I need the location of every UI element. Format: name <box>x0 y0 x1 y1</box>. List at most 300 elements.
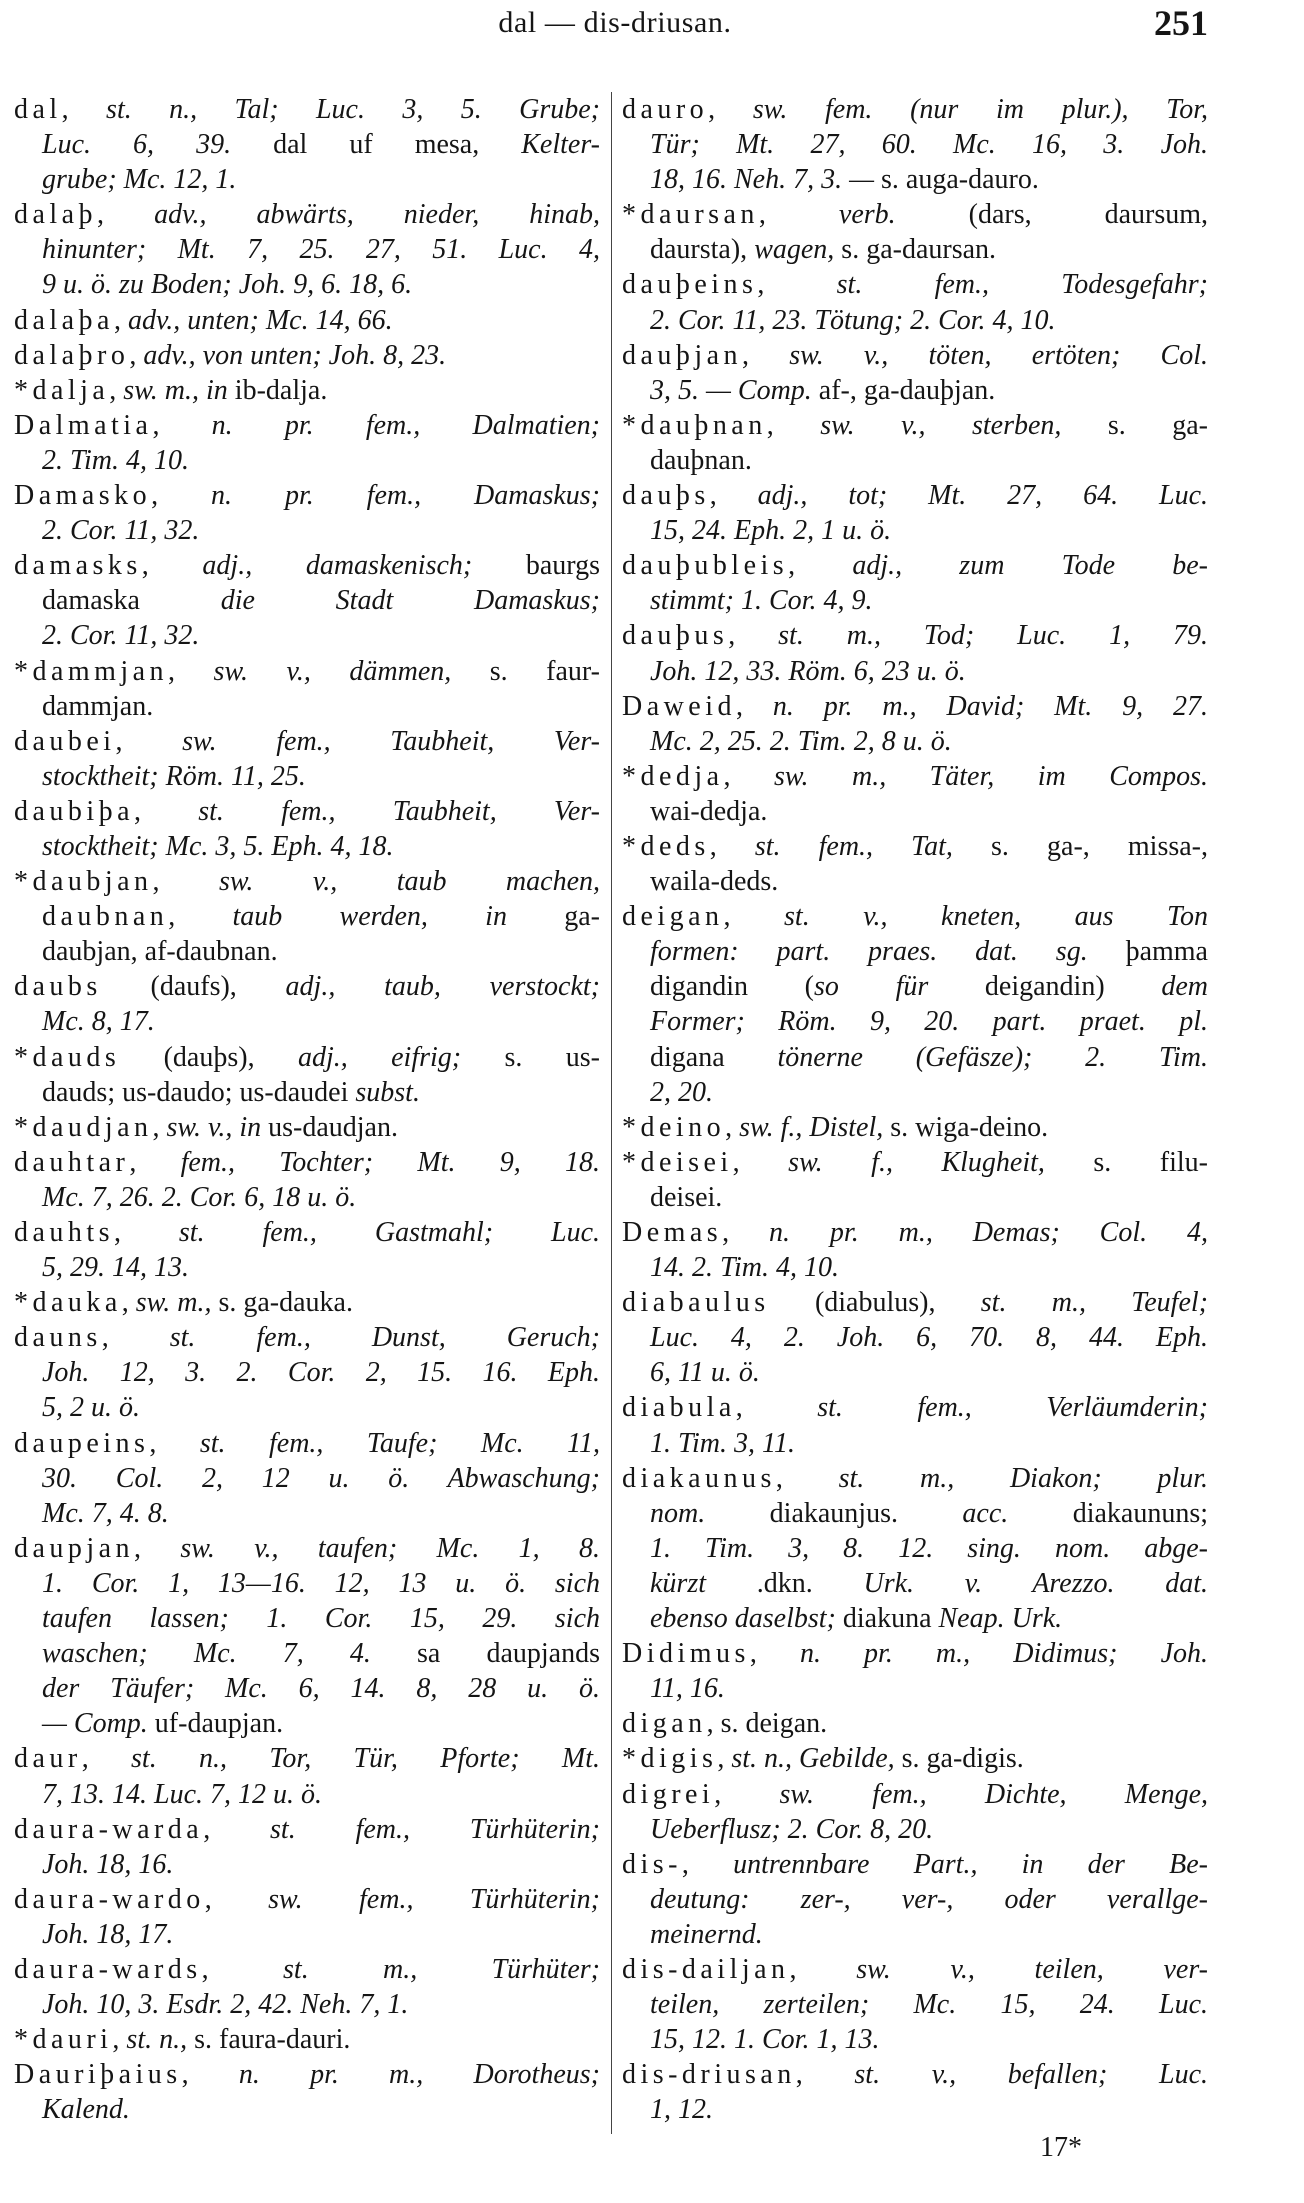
italic-text: adv., abwärts, nieder, hinab, <box>154 199 601 231</box>
italic-text: fem., Tochter; Mt. 9, 18. <box>180 1146 601 1178</box>
entry-line <box>14 92 600 127</box>
roman-text: daubjan, af-daubnan. <box>42 936 278 968</box>
dictionary-entry <box>14 2057 600 2127</box>
roman-text: , <box>129 339 144 371</box>
italic-text: dem <box>1161 971 1208 1003</box>
italic-text: 2. Cor. 11, 23. Tötung; 2. Cor. 4, 10. <box>650 304 1056 336</box>
roman-text: , <box>709 480 758 512</box>
dictionary-entry <box>622 1285 1208 1390</box>
dictionary-entry <box>622 1706 1208 1741</box>
headword: *daubjan <box>14 866 153 898</box>
headword: *dalja <box>14 374 110 406</box>
roman-text: , <box>97 199 155 231</box>
italic-text: sw. fem., Dichte, Menge, <box>779 1778 1208 1810</box>
headword: Dalmatia <box>14 409 153 441</box>
entry-line <box>14 548 600 583</box>
italic-text: 15, 24. Eph. 2, 1 u. ö. <box>650 515 892 547</box>
entry-line <box>622 1671 1208 1706</box>
entry-line <box>622 969 1208 1004</box>
dictionary-entry <box>622 2057 1208 2127</box>
roman-text: , <box>735 690 773 722</box>
italic-text: formen: part. praes. dat. sg. <box>650 936 1088 968</box>
dictionary-entry <box>14 408 600 478</box>
italic-text: n. pr. m., David; Mt. 9, 27. <box>772 690 1209 722</box>
entry-line <box>622 513 1208 548</box>
entry-line <box>622 1812 1208 1847</box>
italic-text: 2, 20. <box>650 1076 713 1108</box>
entry-line <box>622 724 1208 759</box>
headword: daubnan <box>42 901 169 933</box>
dictionary-entry <box>14 92 600 197</box>
entry-line <box>14 1355 600 1390</box>
roman-text: , <box>757 269 837 301</box>
dictionary-entry <box>14 1882 600 1952</box>
dictionary-entry <box>622 1847 1208 1952</box>
dictionary-entry <box>14 373 600 408</box>
roman-text: (daufs), <box>101 971 286 1003</box>
roman-text: , <box>113 1217 179 1248</box>
headword: dis-driusan <box>622 2059 796 2091</box>
dictionary-entry <box>622 408 1208 478</box>
roman-text: , <box>152 1111 167 1143</box>
italic-text: st. m., Türhüter; <box>283 1953 601 1985</box>
entry-line <box>14 1671 600 1706</box>
roman-text: þamma <box>1087 936 1208 968</box>
italic-text: 1, 12. <box>650 2094 713 2126</box>
entry-line <box>622 759 1208 794</box>
entry-line <box>14 1741 600 1776</box>
dictionary-entry <box>14 1952 600 2022</box>
headword: *digis <box>622 1743 718 1775</box>
entry-line <box>14 1566 600 1601</box>
headword: dauþjan <box>622 339 742 371</box>
roman-text: , <box>181 2059 239 2091</box>
roman-text: , <box>112 2024 127 2056</box>
entry-line <box>622 1355 1208 1390</box>
entry-line <box>14 724 600 759</box>
entry-line <box>14 1706 600 1741</box>
entry-line <box>622 583 1208 618</box>
dictionary-entry <box>622 1110 1208 1145</box>
italic-text: st. v., befallen; Luc. <box>854 2059 1208 2091</box>
signature-mark: 17* <box>1040 2132 1082 2163</box>
italic-text: 1. Tim. 3, 8. 12. sing. nom. abge- <box>650 1532 1208 1564</box>
entry-line <box>622 267 1208 302</box>
roman-text: , <box>735 1392 818 1424</box>
italic-text: Joh. 18, 16. <box>42 1848 174 1880</box>
entry-line <box>14 303 600 338</box>
roman-text: digana <box>650 1041 778 1073</box>
italic-text: Mc. 2, 25. 2. Tim. 2, 8 u. ö. <box>650 725 952 757</box>
headword: dauhts <box>14 1217 114 1248</box>
italic-text: meinernd. <box>650 1918 763 1950</box>
italic-text: n. pr. m., Dorotheus; <box>238 2059 600 2091</box>
entry-line <box>14 654 600 689</box>
entry-line <box>14 759 600 794</box>
entry-line <box>622 864 1208 899</box>
headword: Daweid <box>622 690 736 722</box>
roman-text: , <box>201 1953 284 1985</box>
roman-text: baurgs <box>472 550 600 582</box>
entry-line <box>14 443 600 478</box>
italic-text: der Täufer; Mc. 6, 14. 8, 28 u. ö. <box>42 1673 600 1705</box>
roman-text: , <box>717 1743 732 1775</box>
entry-line <box>14 1952 600 1987</box>
roman-text: s. ga-digis. <box>894 1743 1024 1775</box>
roman-text: , <box>61 94 107 125</box>
italic-text: st. v., kneten, aus Ton <box>784 901 1208 933</box>
headword: dalaþ <box>14 199 98 231</box>
headword: digan <box>622 1708 707 1740</box>
entry-line <box>14 1426 600 1461</box>
entry-line <box>14 618 600 653</box>
entry-line <box>622 92 1208 127</box>
dictionary-entry <box>14 969 600 1039</box>
entry-line <box>14 2022 600 2057</box>
roman-text: dammjan. <box>42 690 154 722</box>
italic-text: st. n., Tor, Tür, Pforte; Mt. <box>131 1743 600 1775</box>
roman-text: s. ga- <box>1061 409 1208 441</box>
running-header: dal — dis-driusan. <box>498 6 732 39</box>
entry-line <box>622 1636 1208 1671</box>
italic-text: st. m., Tod; Luc. 1, 79. <box>778 620 1209 652</box>
entry-line <box>622 1004 1208 1039</box>
roman-text: waila-deds. <box>650 866 779 898</box>
roman-text: , <box>742 339 790 371</box>
entry-line <box>622 1496 1208 1531</box>
roman-text: , <box>749 1638 800 1670</box>
roman-text: , <box>723 760 774 792</box>
dictionary-entry <box>14 1741 600 1811</box>
roman-text: , <box>758 199 839 231</box>
roman-text: , <box>101 1322 170 1354</box>
entry-line <box>14 1040 600 1075</box>
entry-line <box>14 513 600 548</box>
dictionary-entry <box>622 478 1208 548</box>
headword: damasks <box>14 550 142 582</box>
italic-text: st. fem., Dunst, Geruch; <box>169 1322 601 1354</box>
roman-text: digandin ( <box>650 971 814 1003</box>
entry-line <box>14 1917 600 1952</box>
headword: dauþeins <box>622 269 758 301</box>
entry-line <box>622 338 1208 373</box>
roman-text: , <box>81 1743 132 1775</box>
italic-text: st. n., Gebilde, <box>731 1743 895 1775</box>
dictionary-entry <box>14 197 600 302</box>
headword: *dammjan <box>14 655 169 687</box>
italic-text: adv., unten; Mc. 14, 66. <box>127 304 393 336</box>
roman-text: , <box>141 550 203 582</box>
italic-text: stimmt; 1. Cor. 4, 9. <box>650 585 873 617</box>
roman-text: dauþnan. <box>650 444 752 476</box>
roman-text: , <box>168 901 233 933</box>
italic-text: sw. m., in <box>123 374 228 406</box>
italic-text: kürzt <box>650 1567 706 1599</box>
headword: daubiþa <box>14 795 134 827</box>
entry-line <box>622 1741 1208 1776</box>
entry-line <box>14 1812 600 1847</box>
roman-text: , <box>109 374 124 406</box>
dictionary-entry <box>622 1461 1208 1636</box>
italic-text: teilen, zerteilen; Mc. 15, 24. Luc. <box>650 1989 1208 2021</box>
roman-text: sa daupjands <box>370 1638 600 1670</box>
italic-text: nom. <box>650 1497 706 1529</box>
italic-text: Joh. 18, 17. <box>42 1918 174 1950</box>
entry-line <box>622 1917 1208 1952</box>
entry-line <box>14 689 600 724</box>
dictionary-entry <box>622 689 1208 759</box>
entry-line <box>622 1285 1208 1320</box>
roman-text: s. ga-daursan. <box>834 234 997 266</box>
roman-text: s. faur- <box>451 655 600 687</box>
roman-text: diakuna <box>835 1603 939 1635</box>
dictionary-entry <box>622 759 1208 829</box>
entry-line <box>622 1461 1208 1496</box>
italic-text: adv., von unten; Joh. 8, 23. <box>143 339 447 371</box>
roman-text: , <box>152 866 219 898</box>
italic-text: st. n., Tal; Luc. 3, 5. Grube; <box>106 94 601 125</box>
headword: *deisei <box>622 1146 733 1178</box>
dictionary-entry <box>622 548 1208 618</box>
italic-text: 7, 13. 14. Luc. 7, 12 u. ö. <box>42 1778 322 1810</box>
entry-line <box>14 1180 600 1215</box>
entry-line <box>14 583 600 618</box>
entry-line <box>622 127 1208 162</box>
italic-text: st. fem., Taubheit, Ver- <box>198 795 600 827</box>
roman-text: , <box>766 409 821 441</box>
italic-text: Former; Röm. 9, 20. part. praet. pl. <box>650 1006 1208 1038</box>
roman-text: diakaunjus. <box>705 1497 963 1529</box>
headword: daubs <box>14 971 102 1003</box>
entry-line <box>622 654 1208 689</box>
italic-text: sw. v., teilen, ver- <box>856 1953 1209 1985</box>
entry-line <box>14 1882 600 1917</box>
italic-text: Mc. 8, 17. <box>42 1006 155 1038</box>
dictionary-entry <box>14 1215 600 1285</box>
headword: *daursan <box>622 199 759 231</box>
entry-line <box>622 1426 1208 1461</box>
dictionary-entry <box>14 1145 600 1215</box>
roman-text: , <box>134 795 199 827</box>
entry-line <box>14 899 600 934</box>
entry-line <box>622 1180 1208 1215</box>
italic-text: 1. Cor. 1, 13—16. 12, 13 u. ö. sich <box>42 1567 600 1599</box>
roman-text: , s. deigan. <box>706 1708 828 1740</box>
entry-line <box>14 1847 600 1882</box>
headword: *dauþnan <box>622 409 767 441</box>
roman-text: , <box>795 2059 855 2091</box>
italic-text: sw. f., Distel, <box>739 1111 884 1143</box>
italic-text: st. m., Teufel; <box>980 1287 1208 1319</box>
italic-text: 2. Cor. 11, 32. <box>42 515 200 547</box>
italic-text: st. fem., Verläumderin; <box>817 1392 1208 1424</box>
italic-text: Kelter- <box>521 129 600 161</box>
italic-text: sw. v., in <box>166 1111 262 1143</box>
headword: *dauds <box>14 1041 121 1073</box>
headword: *deino <box>622 1111 726 1143</box>
dictionary-entry <box>622 1952 1208 2057</box>
headword: dal <box>14 94 62 125</box>
roman-text: s. filu- <box>1044 1146 1208 1178</box>
left-column <box>14 92 600 2127</box>
italic-text: taub werden, in <box>232 901 507 933</box>
entry-line <box>622 1706 1208 1741</box>
italic-text: 3, 5. — Comp. <box>650 374 812 406</box>
italic-text: Mc. 7, 26. 2. Cor. 6, 18 u. ö. <box>42 1181 357 1213</box>
italic-text: sw. m., Täter, im Compos. <box>774 760 1208 792</box>
entry-line <box>14 2092 600 2127</box>
entry-line <box>622 1847 1208 1882</box>
entry-line <box>622 1531 1208 1566</box>
roman-text: s. auga-dauro. <box>874 164 1039 196</box>
roman-text: , <box>723 901 785 933</box>
dictionary-entry <box>622 1215 1208 1285</box>
headword: diabaulus <box>622 1287 770 1319</box>
italic-text: st. fem., Taufe; Mc. 11, <box>199 1427 601 1459</box>
headword: daupeins <box>14 1427 150 1459</box>
roman-text: , <box>134 1532 181 1564</box>
italic-text: sw. fem., Türhüterin; <box>268 1883 601 1915</box>
entry-line <box>14 408 600 443</box>
entry-line <box>622 443 1208 478</box>
entry-line <box>622 408 1208 443</box>
roman-text: , <box>152 409 212 441</box>
dictionary-entry <box>14 1110 600 1145</box>
roman-text: , <box>121 1287 136 1319</box>
entry-line <box>622 232 1208 267</box>
entry-line <box>622 2092 1208 2127</box>
entry-line <box>14 1285 600 1320</box>
headword: Demas <box>622 1217 723 1248</box>
roman-text: (dauþs), <box>120 1041 298 1073</box>
headword: daura-wards <box>14 1953 202 1985</box>
entry-line <box>14 197 600 232</box>
italic-text: sw. v., sterben, <box>820 409 1062 441</box>
entry-line <box>622 1110 1208 1145</box>
dictionary-entry <box>14 864 600 969</box>
entry-line <box>14 267 600 302</box>
roman-text: , <box>789 1953 857 1985</box>
roman-text: , <box>113 304 128 336</box>
entry-line <box>14 1496 600 1531</box>
right-column <box>622 92 1208 2127</box>
dictionary-entry <box>622 1741 1208 1776</box>
italic-text: sw. v., taufen; Mc. 1, 8. <box>180 1532 601 1564</box>
entry-line <box>622 1390 1208 1425</box>
dictionary-entry <box>622 899 1208 1110</box>
headword: *dauri <box>14 2024 113 2056</box>
headword: diakaunus <box>622 1462 776 1494</box>
roman-text: , <box>681 1848 734 1880</box>
roman-text: uf-daupjan. <box>147 1708 284 1740</box>
italic-text: sw. v., dämmen, <box>213 655 452 687</box>
roman-text: damaska <box>42 585 221 617</box>
roman-text: , <box>775 1462 839 1494</box>
roman-text: , <box>149 1427 200 1459</box>
entry-line <box>622 1882 1208 1917</box>
entry-line <box>14 1636 600 1671</box>
entry-line <box>622 162 1208 197</box>
italic-text: ebenso daselbst; <box>650 1603 836 1635</box>
headword: daura-wardo <box>14 1883 205 1915</box>
entry-line <box>14 2057 600 2092</box>
dictionary-entry <box>14 1320 600 1425</box>
italic-text: adj., damaskenisch; <box>202 550 473 582</box>
headword: dauro <box>622 94 709 125</box>
italic-text: Kalend. <box>42 2094 130 2126</box>
roman-text: s. ga-, missa-, <box>952 830 1208 862</box>
italic-text: Joh. 12, 33. Röm. 6, 23 u. ö. <box>650 655 966 687</box>
italic-text: 15, 12. 1. Cor. 1, 13. <box>650 2024 880 2056</box>
roman-text: daursta), <box>650 234 755 266</box>
roman-text: s. us- <box>461 1041 601 1073</box>
entry-line <box>622 618 1208 653</box>
dictionary-entry <box>622 338 1208 408</box>
roman-text: .dkn. <box>706 1567 864 1599</box>
italic-text: verb. <box>838 199 896 231</box>
headword: dis-dailjan <box>622 1953 790 1985</box>
italic-text: st. fem., Todesgefahr; <box>836 269 1209 301</box>
dictionary-entry <box>14 1426 600 1531</box>
headword: *dauka <box>14 1287 122 1319</box>
roman-text: , <box>168 655 214 687</box>
italic-text: st. n., <box>126 2024 188 2056</box>
italic-text: adj., taub, verstockt; <box>285 971 600 1003</box>
roman-text: af-, ga-dauþjan. <box>811 374 996 406</box>
italic-text: acc. <box>962 1497 1009 1529</box>
italic-text: subst. <box>355 1076 420 1108</box>
italic-text: sw. fem., Taubheit, Ver- <box>182 725 601 757</box>
roman-text: dauds; us-daudo; us-daudei <box>42 1076 356 1108</box>
dictionary-entry <box>622 1636 1208 1706</box>
dictionary-entry <box>622 197 1208 267</box>
entry-line <box>14 794 600 829</box>
entry-line <box>14 934 600 969</box>
italic-text: stocktheit; Mc. 3, 5. Eph. 4, 18. <box>42 830 394 862</box>
italic-text: Urk. v. Arezzo. dat. <box>863 1567 1209 1599</box>
entry-line <box>14 1777 600 1812</box>
italic-text: hinunter; Mt. 7, 25. 27, 51. Luc. 4, <box>42 234 600 266</box>
headword: *dedja <box>622 760 724 792</box>
roman-text: , <box>115 725 183 757</box>
headword: Damasko <box>14 480 152 512</box>
roman-text: s. ga-dauka. <box>211 1287 353 1319</box>
roman-text: , <box>203 1813 271 1845</box>
page-number: 251 <box>1154 3 1208 43</box>
dictionary-entry <box>14 1040 600 1110</box>
roman-text: , <box>725 1111 740 1143</box>
italic-text: so für <box>814 971 929 1003</box>
italic-text: 5, 29. 14, 13. <box>42 1252 189 1284</box>
roman-text: , <box>129 1146 181 1178</box>
italic-text: Joh. 10, 3. Esdr. 2, 42. Neh. 7, 1. <box>42 1989 409 2021</box>
dictionary-entry <box>14 478 600 548</box>
italic-text: 18, 16. Neh. 7, 3. — <box>650 164 874 196</box>
italic-text: st. m., Diakon; plur. <box>838 1462 1208 1494</box>
headword: *deds <box>622 830 710 862</box>
italic-text: tönerne (Gefäsze); 2. Tim. <box>777 1041 1208 1073</box>
italic-text: st. fem., Gastmahl; Luc. <box>178 1217 600 1248</box>
entry-line <box>14 338 600 373</box>
headword: daur <box>14 1743 82 1775</box>
headword: daubei <box>14 725 116 757</box>
roman-text: , <box>788 550 853 582</box>
entry-line <box>622 1215 1208 1250</box>
italic-text: st. fem., Türhüterin; <box>270 1813 600 1845</box>
entry-line <box>14 864 600 899</box>
entry-line <box>622 1987 1208 2022</box>
headword: dalaþa <box>14 304 114 336</box>
